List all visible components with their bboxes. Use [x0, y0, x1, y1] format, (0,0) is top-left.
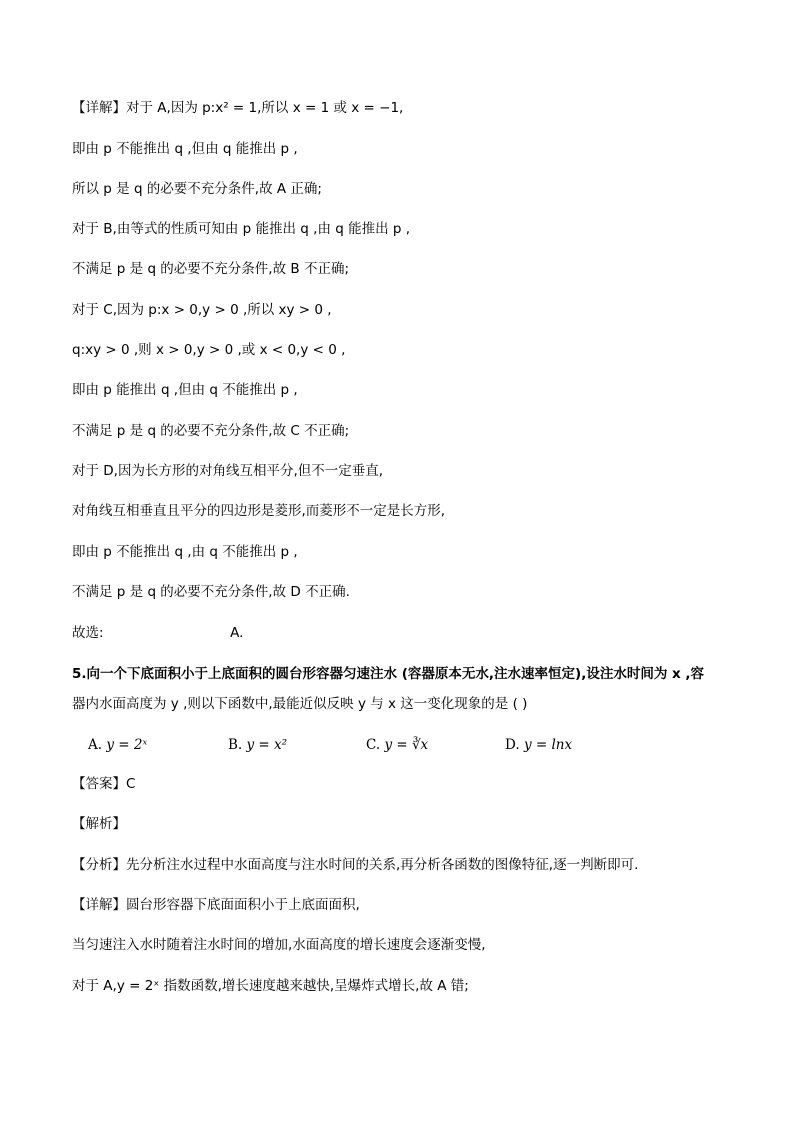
final-choice	[72, 624, 243, 642]
final-choice-value: A.	[230, 625, 244, 641]
solution-line: 对于 C,因为 p:x > 0,y > 0 ,所以 xy > 0 ,	[72, 302, 332, 318]
option-d-expression: y = lnx	[523, 737, 573, 753]
solution-line: 即由 p 能推出 q ,但由 q 不能推出 p ,	[72, 382, 298, 398]
solution-line: 对角线互相垂直且平分的四边形是菱形,而菱形不一定是长方形,	[72, 503, 446, 519]
answer-line: 【答案】C	[72, 776, 136, 792]
option-a-label: A.	[88, 737, 103, 753]
solution-line: 对于 D,因为长方形的对角线互相平分,但不一定垂直,	[72, 463, 384, 479]
option-b	[228, 736, 287, 754]
option-d	[505, 736, 572, 754]
analysis-line: 【分析】先分析注水过程中水面高度与注水时间的关系,再分析各函数的图像特征,逐一判断即可.	[72, 857, 639, 873]
option-b-label: B.	[228, 737, 243, 753]
solution-line: 不满足 p 是 q 的必要不充分条件,故 D 不正确.	[72, 584, 350, 600]
option-b-expression: y = x²	[246, 737, 288, 753]
option-c-label: C.	[366, 737, 381, 753]
analysis-line: 当匀速注入水时随着注水时间的增加,水面高度的增长速度会逐渐变慢,	[72, 937, 486, 953]
solution-line: 即由 p 不能推出 q ,由 q 不能推出 p ,	[72, 544, 298, 560]
solution-line: 所以 p 是 q 的必要不充分条件,故 A 正确;	[72, 181, 322, 197]
option-a-expression: y = 2ˣ	[106, 737, 148, 753]
question-5-line-2: 器内水面高度为 y ,则以下函数中,最能近似反映 y 与 x 这一变化现象的是 ( )	[72, 696, 528, 712]
solution-line: 【详解】对于 A,因为 p:x² = 1,所以 x = 1 或 x = −1,	[72, 100, 404, 116]
solution-line: 对于 B,由等式的性质可知由 p 能推出 q ,由 q 能推出 p ,	[72, 221, 411, 237]
analysis-line: 【详解】圆台形容器下底面面积小于上底面面积,	[72, 897, 360, 913]
final-choice-label: 故选:	[72, 625, 104, 641]
option-a	[88, 736, 147, 754]
analysis-line: 对于 A,y = 2ˣ 指数函数,增长速度越来越快,呈爆炸式增长,故 A 错;	[72, 978, 469, 994]
solution-line: q:xy > 0 ,则 x > 0,y > 0 ,或 x < 0,y < 0 ,	[72, 342, 346, 358]
solution-line: 不满足 p 是 q 的必要不充分条件,故 B 不正确;	[72, 261, 349, 277]
option-d-label: D.	[505, 737, 520, 753]
solution-line: 即由 p 不能推出 q ,但由 q 能推出 p ,	[72, 141, 298, 157]
question-5-line-1: 5.向一个下底面积小于上底面积的圆台形容器匀速注水 (容器原本无水,注水速率恒定),设注水时间为 x ,容	[72, 666, 705, 682]
solution-line: 不满足 p 是 q 的必要不充分条件,故 C 不正确;	[72, 423, 350, 439]
option-c-expression: y = ∛x	[384, 737, 429, 753]
analysis-heading: 【解析】	[72, 816, 126, 832]
option-c	[366, 736, 428, 754]
